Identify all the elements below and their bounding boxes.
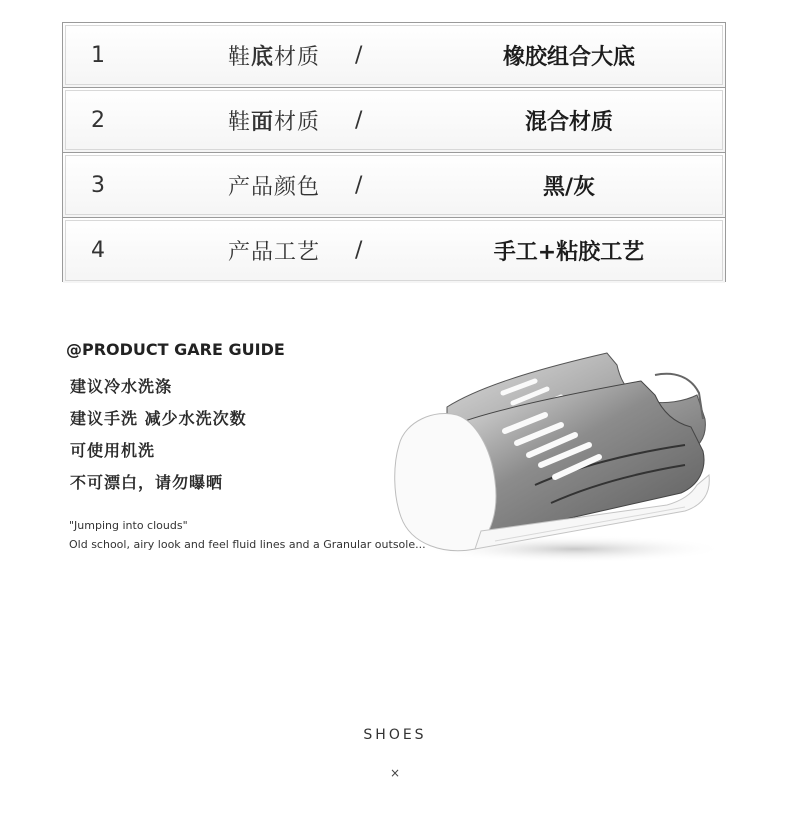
spec-table: [62, 22, 726, 282]
spec-separator: /: [355, 42, 363, 68]
spec-row: [63, 218, 725, 283]
care-instruction: 不可漂白，请勿曝晒: [70, 473, 224, 492]
care-guide-title: @PRODUCT GARE GUIDE: [66, 340, 285, 359]
spec-row: [63, 88, 725, 153]
spec-label: 鞋 面 材质: [228, 109, 321, 135]
care-instruction: 建议手洗 减少水洗次数: [70, 409, 247, 428]
spec-separator: /: [355, 107, 363, 133]
spec-separator: /: [355, 238, 363, 263]
spec-value: 橡胶组合大底: [502, 44, 635, 70]
product-quote: "Jumping into clouds": [69, 519, 188, 532]
spec-label: 鞋 底 材质: [228, 44, 321, 70]
spec-number: 2: [91, 107, 105, 133]
care-instructions-list: [70, 374, 247, 502]
spec-row: [63, 23, 725, 88]
care-instruction: 建议冷水洗涤: [70, 377, 173, 396]
spec-number: 4: [91, 238, 105, 263]
spec-label: 产品工艺: [228, 240, 321, 265]
spec-value: 混合材质: [524, 109, 613, 135]
spec-row: [63, 153, 725, 218]
cross-mark-icon: ×: [389, 766, 401, 780]
spec-separator: /: [355, 172, 363, 198]
spec-value: 手工+粘胶工艺: [493, 240, 645, 265]
spec-label: 产品颜色: [228, 174, 321, 200]
spec-number: 1: [91, 42, 105, 68]
spec-value: 黑/灰: [542, 174, 596, 200]
footer-brand-word: SHOES: [363, 727, 427, 743]
spec-number: 3: [91, 172, 105, 198]
sneaker-illustration: [385, 335, 725, 570]
care-instruction: 可使用机洗: [70, 441, 156, 460]
product-tagline: Old school, airy look and feel fluid lines and a Granular outsole...: [69, 538, 426, 551]
